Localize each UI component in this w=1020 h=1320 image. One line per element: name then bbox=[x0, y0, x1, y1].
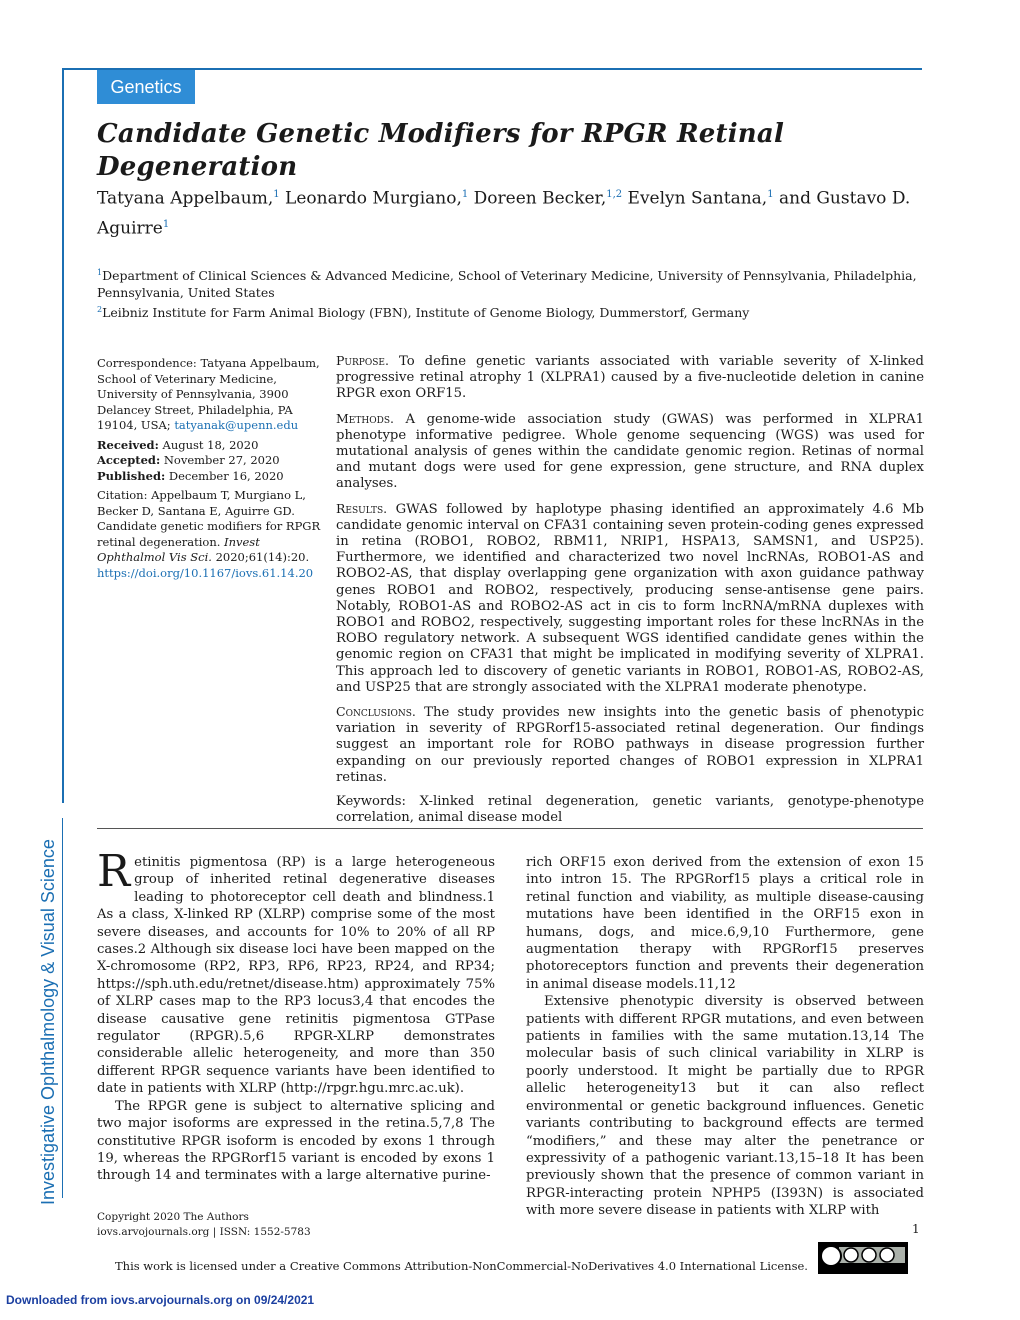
left-rule bbox=[62, 68, 64, 803]
conclusions-label: Conclusions. bbox=[336, 704, 416, 720]
email-link[interactable]: tatyanak@upenn.edu bbox=[174, 418, 299, 432]
author-affil-sup: 1 bbox=[461, 189, 469, 200]
author-list bbox=[97, 182, 917, 241]
affiliation: $^2$Leibniz Institute for Farm Animal Biology (FBN), Institute of Genome Biology, Dummerstorf, Germany bbox=[97, 305, 750, 321]
purpose-label: Purpose. bbox=[336, 353, 389, 368]
article-title: Candidate Genetic Modifiers for RPGR Retinal Degeneration bbox=[97, 119, 785, 182]
correspondence: Correspondence: Tatyana Appelbaum, School of Veterinary Medicine, University of Pennsylvania, 3900 Delancey Street, Philadelphia, PA 19104, USA; bbox=[97, 356, 320, 432]
author-affil-sup: 1 bbox=[273, 189, 280, 200]
body-divider bbox=[97, 828, 923, 829]
body-column-right: rich ORF15 exon derived from the extension of exon 15 into intron 15. The RPGRorf15 plays a critical role in retinal function and viability, as multiple disease-causing mutations have been identified in the ORF15 exon in humans, dogs, and mice.6,9,10 Furthermore, gene augmentation therapy with RPGRorf15 preserves photoreceptors function and prevents their degeneration in animal disease models.11,12 Extensive phenotypic diversity is observed between patients with different RPGR mutations, and even between patients in families with the same mutation.13,14 The molecular basis of such clinical variability in XLRP is poorly understood. It might be partially due to RPGR allelic heterogeneity13 but it can also reflect environmental or genetic background influences. Genetic variants contributing to background effects are termed “modifiers,” and these may alter the penetrance or expressivity of a pathogenic variant.13,15–18 It has been previously shown that the presence of common variant in RPGR-interacting protein NPHP5 (I393N) is associated with more severe disease in patients with XLRP with bbox=[526, 855, 924, 1219]
section-tag[interactable]: Genetics bbox=[97, 70, 195, 104]
keywords: Keywords: X-linked retinal degeneration, genetic variants, genotype-phenotype correlation, animal disease model bbox=[336, 794, 924, 826]
left-rule-lower bbox=[62, 818, 63, 1198]
received-date: August 18, 2020 bbox=[162, 437, 259, 452]
license-text: This work is licensed under a Creative Commons Attribution-NonCommercial-NoDerivatives 4.0 International License. bbox=[115, 1259, 808, 1273]
body-column-left: Retinitis pigmentosa (RP) is a large heterogeneous group of inherited retinal degenerative diseases leading to photoreceptor cell death and blindness.1 As a class, X-linked RP (XLRP) comprise some of the most severe diseases, and accounts for 10% to 20% of all RP cases.2 Although six disease loci have been mapped on the X-chromosome (RP2, RP3, RP6, RP23, RP24, and RP34; https://sph.uth.edu/retnet/disease.htm) approximately 75% of XLRP cases map to the RP3 locus3,4 that encodes the disease causative gene retinitis pigmentosa GTPase regulator (RPGR).5,6 RPGR-XLRP demonstrates considerable allelic heterogeneity, and more than 350 different RPGR sequence variants have been identified to date in patients with XLRP (http://rpgr.hgu.mrc.ac.uk). The RPGR gene is subject to alternative splicing and two major isoforms are expressed in the retina.5,7,8 The constitutive RPGR isoform is encoded by exons 1 through 19, whereas the RPGRorf15 variant is encoded by exons 1 through 14 and terminates with a large alternative purine- bbox=[97, 846, 495, 1184]
methods-label: Methods. bbox=[336, 410, 394, 426]
author: Evelyn Santana, bbox=[627, 188, 768, 209]
author: Doreen Becker, bbox=[473, 188, 607, 209]
author: Leonardo Murgiano, bbox=[285, 188, 462, 209]
article-info-sidebar: Correspondence: Tatyana Appelbaum, School of Veterinary Medicine, University of Pennsylvania, 3900 Delancey Street, Philadelphia, PA 19104, USA; tatyanak@upenn.edu Received: August 18, 2020 Accepted: November 27, 2020 Published: December 16, 2020 Citation: Appelbaum T, Murgiano L, Becker D, Santana E, Aguirre GD. Candidate genetic modifiers for RPGR retinal degeneration. Invest Ophthalmol Vis Sci. 2020;61(14):20. https://doi.org/10.1167/iovs.61.14.20 bbox=[97, 356, 321, 580]
download-notice: Downloaded from iovs.arvojournals.org on 09/24/2021 bbox=[6, 1293, 315, 1307]
accepted-date: November 27, 2020 bbox=[163, 453, 280, 467]
abstract: Purpose. To define genetic variants associated with variable severity of X-linked progressive retinal atrophy 1 (XLPRA1) caused by a five-nucleotide deletion in canine RPGR exon ORF15. Methods. A genome-wide association study (GWAS) was performed in XLPRA1 phenotype informative pedigree. Whole genome sequencing (WGS) was used for mutational analysis of genes within the candidate genomic region. Retinas of normal and mutant dogs were used for gene expression, gene structure, and RNA duplex analyses. Results. GWAS followed by haplotype phasing identified an approximately 4.6 Mb candidate genomic interval on CFA31 containing seven protein-coding genes expressed in retina (ROBO1, ROBO2, RBM11, NRIP1, HSPA13, SAMSN1, and USP25). Furthermore, we identified and characterized two novel lncRNAs, ROBO1-AS and ROBO2-AS, that display overlapping gene organization with axon guidance pathway genes ROBO1 and ROBO2, respectively, producing sense-antisense gene pairs. Notably, ROBO1-AS and ROBO2-AS act in cis to form lncRNA/mRNA duplexes with ROBO1 and ROBO2, respectively, suggesting important roles for these lncRNAs in the ROBO regulatory network. A subsequent WGS identified candidate genes within the genomic region on CFA31 that might be implicated in modifying severity of XLPRA1. This approach led to discovery of genetic variants in ROBO1, ROBO1-AS, ROBO2-AS, and USP25 that are strongly associated with the XLPRA1 moderate phenotype. Conclusions. The study provides new insights into the genetic basis of phenotypic variation in severity of RPGRorf15-associated retinal degeneration. Our findings suggest an important role for ROBO pathways in disease progression further expanding on our previously reported changes of ROBO1 expression in XLPRA1 retinas. Keywords: X-linked retinal degeneration, genetic variants, genotype-phenotype correlation, animal disease model bbox=[336, 353, 924, 826]
published-date: December 16, 2020 bbox=[168, 468, 284, 483]
affiliations bbox=[97, 264, 917, 321]
author-affil-sup: 1 bbox=[162, 218, 170, 230]
affiliation: $^1$Department of Clinical Sciences & Advanced Medicine, School of Veterinary Medicine, University of Pennsylvania, Philadelphia, Pennsylvania, United States bbox=[97, 268, 917, 301]
author-affil-sup: 1,2 bbox=[606, 189, 623, 200]
author: and Gustavo D. Aguirre bbox=[97, 188, 911, 239]
journal-name-vertical: Investigative Ophthalmology & Visual Science bbox=[38, 839, 58, 1205]
results-label: Results. bbox=[336, 500, 388, 516]
footer-copyright: Copyright 2020 The Authors iovs.arvojournals.org | ISSN: 1552-5783 bbox=[97, 1211, 311, 1238]
drop-cap: R bbox=[97, 846, 131, 897]
author-affil-sup: 1 bbox=[767, 189, 774, 200]
page-number: 1 bbox=[912, 1222, 920, 1236]
author: Tatyana Appelbaum, bbox=[97, 188, 274, 209]
doi-link[interactable]: https://doi.org/10.1167/iovs.61.14.20 bbox=[97, 565, 314, 580]
citation: Citation: Appelbaum T, Murgiano L, Becker D, Santana E, Aguirre GD. Candidate genetic modifiers for RPGR retinal degeneration. bbox=[97, 488, 321, 549]
cc-by-nc-nd-icon[interactable] bbox=[818, 1242, 908, 1274]
